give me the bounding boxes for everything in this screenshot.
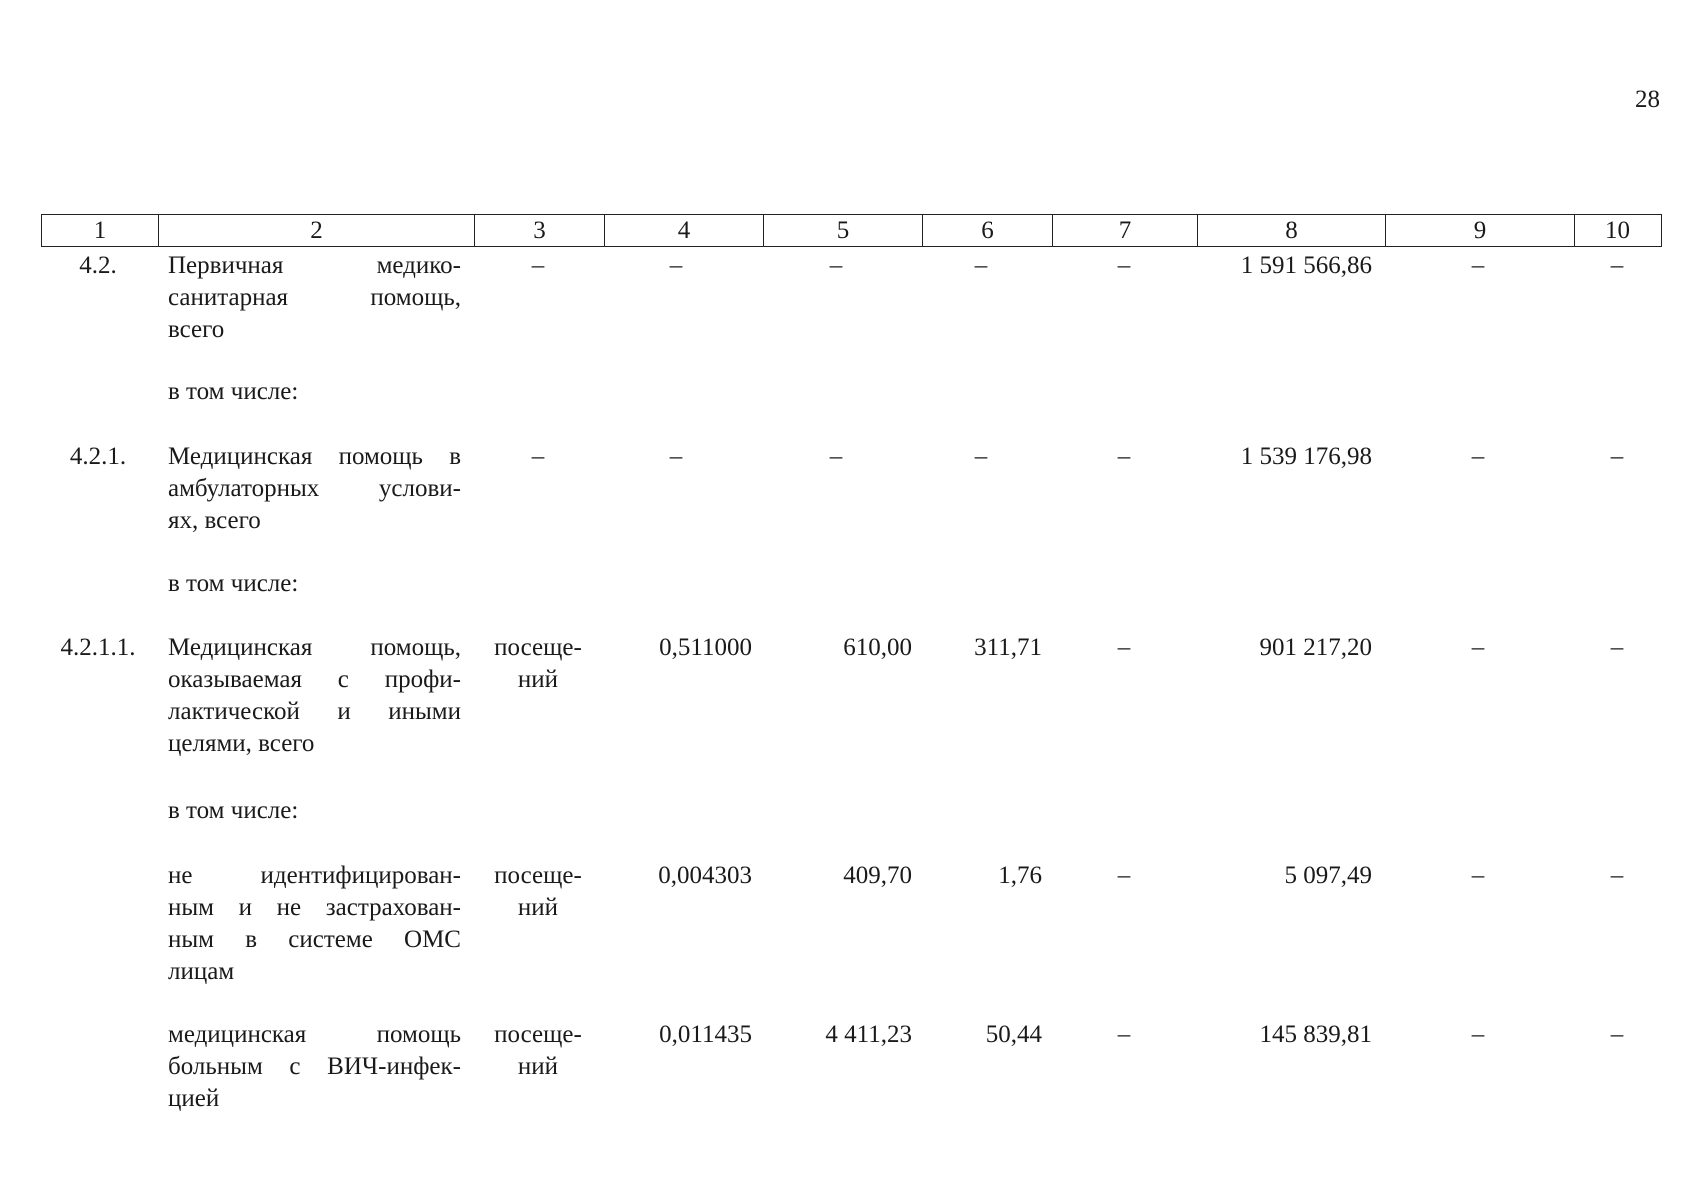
row-number: 4.2.1.1. [60, 634, 136, 661]
row-col-7: – [1117, 634, 1131, 661]
row-col-8: 1 539 176,98 [1240, 443, 1372, 470]
row-col-6: 50,44 [985, 1021, 1042, 1048]
row-unit-line: посеще- [494, 634, 582, 661]
row-description-line: Первичная медико- [168, 252, 461, 279]
row-col-5: 409,70 [843, 862, 912, 889]
row-description [168, 441, 461, 537]
row-col-5: 610,00 [843, 634, 912, 661]
header-col-7: 7 [1052, 215, 1197, 246]
row-unit-line: ний [517, 1053, 559, 1080]
row-number: 4.2.1. [69, 443, 127, 470]
row-col-10: – [1610, 1021, 1624, 1048]
row-unit [481, 632, 595, 696]
row-description-line: лицам [168, 958, 235, 985]
row-col-7: – [1117, 862, 1131, 889]
row-description-line: целями, всего [168, 730, 315, 757]
header-col-2: 2 [158, 215, 474, 246]
row-description-line: не идентифицирован- [168, 862, 461, 889]
row-description-line: ях, всего [168, 507, 261, 534]
header-col-4: 4 [604, 215, 763, 246]
row-description-line: Медицинская помощь, [168, 634, 461, 661]
row-description [168, 632, 461, 760]
row-col-8: 145 839,81 [1259, 1021, 1372, 1048]
row-col-9: – [1471, 634, 1485, 661]
row-col-7: – [1117, 443, 1131, 470]
row-description-line: ным и не застрахован- [168, 894, 461, 921]
row-description-line: амбулаторных услови- [168, 475, 461, 502]
row-description-line: цией [168, 1085, 220, 1112]
row-description-line: больным с ВИЧ-инфек- [168, 1053, 461, 1080]
row-description-line: Медицинская помощь в [168, 443, 461, 470]
row-col-10: – [1610, 252, 1624, 279]
row-unit: – [531, 443, 545, 470]
row-unit-line: ний [517, 666, 559, 693]
row-col-5: 4 411,23 [825, 1021, 912, 1048]
row-description-line: оказываемая с профи- [168, 666, 461, 693]
row-col-9: – [1471, 862, 1485, 889]
row-unit: – [531, 252, 545, 279]
row-description-line: медицинская помощь [168, 1021, 461, 1048]
header-col-8: 8 [1197, 215, 1385, 246]
row-col-7: – [1117, 1021, 1131, 1048]
row-col-6: – [974, 252, 988, 279]
row-col-4: – [669, 443, 683, 470]
page-number: 28 [1635, 86, 1660, 113]
table-header-row [41, 214, 1662, 247]
row-unit-line: посеще- [494, 862, 582, 889]
header-col-9: 9 [1385, 215, 1574, 246]
row-unit [481, 1019, 595, 1083]
row-description [168, 250, 461, 346]
row-unit [481, 860, 595, 924]
row-col-8: 1 591 566,86 [1240, 252, 1372, 279]
subheading-in-that-number: в том числе: [168, 378, 299, 405]
row-col-5: – [829, 443, 843, 470]
row-unit-line: посеще- [494, 1021, 582, 1048]
header-col-1: 1 [93, 217, 107, 244]
row-col-9: – [1471, 252, 1485, 279]
row-col-10: – [1610, 443, 1624, 470]
row-description [168, 1019, 461, 1115]
row-description-line: лактической и иными [168, 698, 461, 725]
row-col-4: 0,511000 [659, 634, 752, 661]
row-unit-line: ний [517, 894, 559, 921]
row-col-4: 0,011435 [659, 1021, 752, 1048]
row-col-10: – [1610, 634, 1624, 661]
row-description [168, 860, 461, 988]
row-number: 4.2. [79, 252, 117, 279]
row-col-9: – [1471, 1021, 1485, 1048]
row-col-9: – [1471, 443, 1485, 470]
header-col-10: 10 [1574, 215, 1660, 246]
row-col-7: – [1117, 252, 1131, 279]
row-col-6: – [974, 443, 988, 470]
row-col-6: 311,71 [974, 634, 1042, 661]
row-col-4: 0,004303 [658, 862, 752, 889]
row-description-line: ным в системе ОМС [168, 926, 461, 953]
row-col-4: – [669, 252, 683, 279]
subheading-in-that-number: в том числе: [168, 570, 299, 597]
header-col-6: 6 [922, 215, 1052, 246]
header-col-5: 5 [763, 215, 922, 246]
header-col-3: 3 [474, 215, 604, 246]
row-description-line: санитарная помощь, [168, 284, 461, 311]
row-col-8: 901 217,20 [1259, 634, 1372, 661]
subheading-in-that-number: в том числе: [168, 797, 299, 824]
row-col-8: 5 097,49 [1284, 862, 1372, 889]
row-col-6: 1,76 [998, 862, 1042, 889]
row-col-5: – [829, 252, 843, 279]
row-col-10: – [1610, 862, 1624, 889]
row-description-line: всего [168, 316, 225, 343]
